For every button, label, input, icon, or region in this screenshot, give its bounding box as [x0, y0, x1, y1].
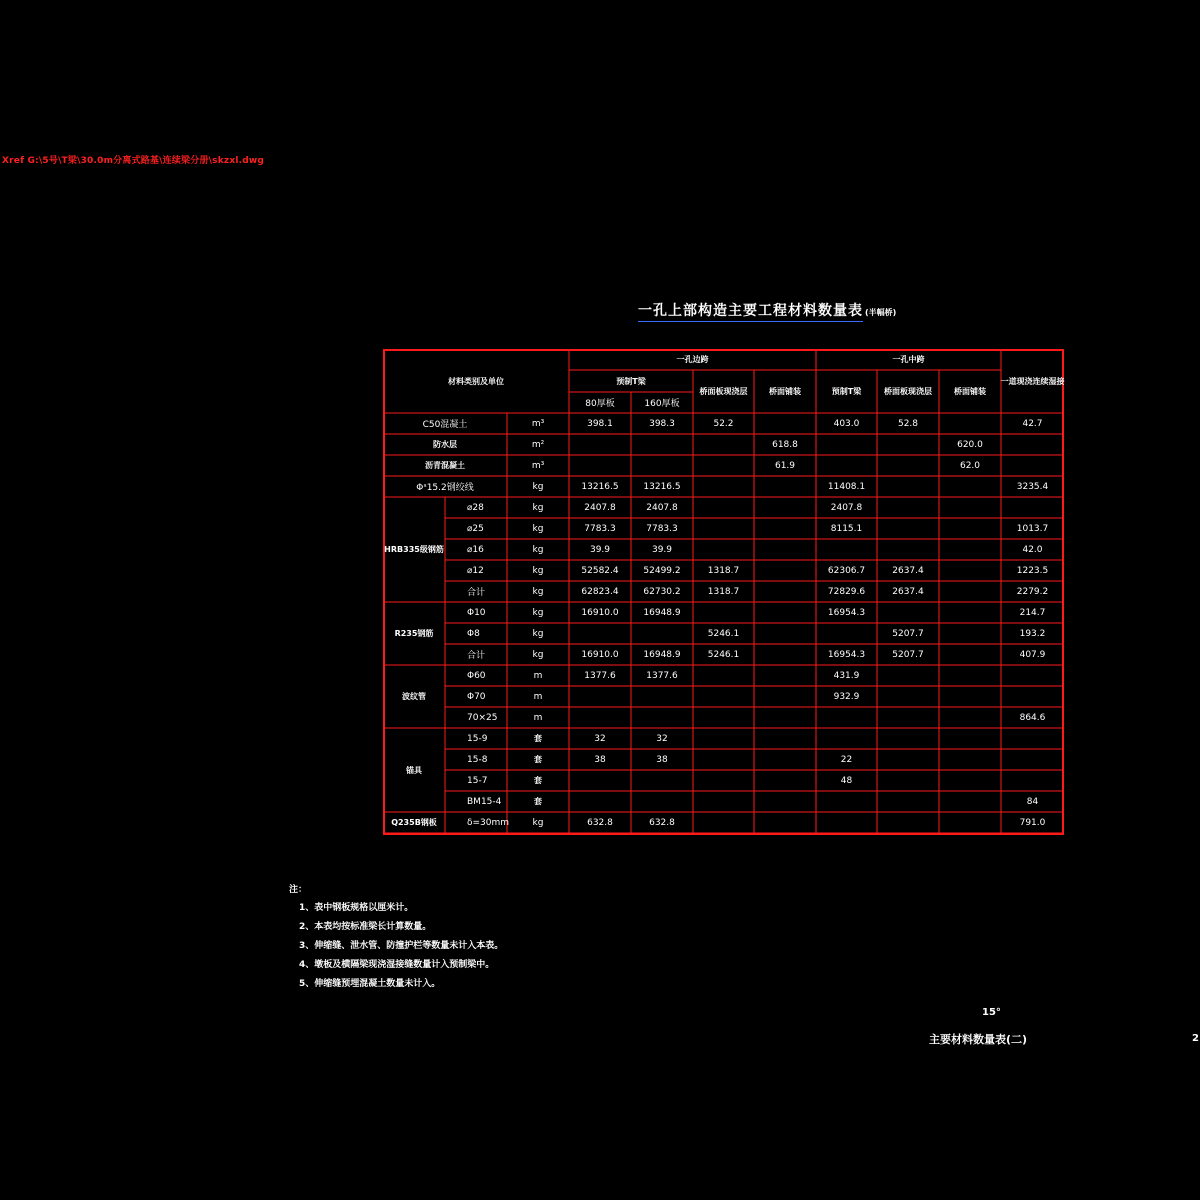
value-cell: 1318.7: [707, 565, 740, 576]
row-unit: m: [533, 670, 543, 681]
row-label: Φ10: [467, 607, 486, 618]
value-cell: 52.2: [713, 418, 734, 429]
value-cell: 22: [840, 754, 853, 765]
value-cell: 2407.8: [584, 502, 616, 513]
value-cell: 62306.7: [827, 565, 866, 576]
row-label: 合计: [467, 651, 486, 661]
xref-path: Xref G:\5号\T梁\30.0m分离式路基\连续梁分册\skzxl.dwg: [2, 156, 265, 166]
row-unit: m: [533, 712, 543, 723]
row-label: BM15-4: [467, 796, 502, 807]
value-cell: 13216.5: [643, 481, 681, 492]
row-label: 15-8: [467, 754, 488, 765]
row-group-label: R235钢筋: [394, 629, 434, 638]
table-title: 一孔上部构造主要工程材料数量表: [638, 300, 863, 322]
value-cell: 39.9: [651, 544, 673, 555]
header-continuous-joint: 一道现浇连续湿接: [1000, 376, 1065, 386]
header-deck-paving-1: 桥面铺装: [769, 387, 801, 396]
row-unit: kg: [532, 649, 544, 660]
header-deck-paving-2: 桥面铺装: [954, 387, 986, 396]
value-cell: 3235.4: [1016, 481, 1049, 492]
row-unit: kg: [532, 502, 544, 513]
notes-section: [289, 882, 503, 995]
value-cell: 864.6: [1019, 712, 1046, 723]
page-number: 2: [1192, 1033, 1199, 1044]
row-unit: kg: [532, 523, 544, 534]
note-item: 4、墩板及横隔梁现浇湿接缝数量计入预制梁中。: [299, 960, 495, 970]
row-label: Φ60: [467, 670, 486, 681]
row-label: Φ70: [467, 691, 486, 702]
row-unit: kg: [532, 481, 544, 492]
row-unit: m²: [531, 439, 545, 450]
skew-angle: 15°: [982, 1007, 1001, 1018]
row-label: ⌀16: [467, 544, 484, 555]
value-cell: 632.8: [649, 817, 675, 828]
value-cell: 1013.7: [1016, 523, 1049, 534]
value-cell: 620.0: [957, 439, 983, 450]
header-160-slab: 160厚板: [644, 399, 680, 409]
value-cell: 62823.4: [581, 586, 619, 597]
value-cell: 7783.3: [646, 523, 678, 534]
note-item: 2、本表均按标准梁长计算数量。: [299, 922, 432, 932]
row-label: 70×25: [467, 712, 498, 723]
row-label: 合计: [467, 588, 486, 598]
header-group-side-span: 一孔边跨: [676, 355, 709, 364]
value-cell: 2407.8: [646, 502, 678, 513]
value-cell: 5207.7: [892, 649, 924, 660]
value-cell: 398.3: [649, 418, 675, 429]
value-cell: 16954.3: [827, 649, 866, 660]
value-cell: 48: [840, 775, 853, 786]
row-label: ⌀28: [467, 502, 484, 513]
value-cell: 84: [1026, 796, 1039, 807]
row-group-label: 波纹管: [402, 692, 426, 701]
value-cell: 16948.9: [643, 649, 681, 660]
row-unit: 套: [534, 755, 542, 764]
value-cell: 72829.6: [827, 586, 866, 597]
header-80-slab: 80厚板: [585, 399, 615, 409]
sheet-title: 主要材料数量表(二): [929, 1033, 1028, 1046]
value-cell: 1223.5: [1016, 565, 1049, 576]
row-label: 15-7: [467, 775, 488, 786]
value-cell: 2637.4: [892, 586, 924, 597]
note-item: 5、伸缩缝预埋混凝土数量未计入。: [299, 979, 441, 989]
value-cell: 2407.8: [830, 502, 863, 513]
header-precast-t-beam-2: 预制T梁: [831, 387, 862, 396]
row-unit: m: [533, 691, 543, 702]
value-cell: 52499.2: [643, 565, 681, 576]
value-cell: 32: [594, 733, 606, 744]
row-unit: kg: [532, 628, 544, 639]
material-quantity-table: [383, 349, 1064, 835]
row-label: 15-9: [467, 733, 488, 744]
value-cell: 2279.2: [1016, 586, 1049, 597]
value-cell: 431.9: [833, 670, 860, 681]
value-cell: 38: [656, 754, 668, 765]
row-group-label: 锚具: [406, 765, 422, 775]
row-label: ⌀25: [467, 523, 484, 534]
notes-heading: 注：: [289, 885, 308, 895]
row-label: ⌀12: [467, 565, 484, 576]
row-unit: m³: [531, 418, 545, 429]
value-cell: 618.8: [772, 439, 798, 450]
row-label: Φˢ15.2钢绞线: [416, 483, 474, 493]
value-cell: 16910.0: [581, 649, 619, 660]
value-cell: 62730.2: [643, 586, 681, 597]
row-unit: kg: [532, 586, 544, 597]
note-item: 1、表中钢板规格以厘米计。: [299, 903, 414, 913]
value-cell: 62.0: [959, 460, 981, 471]
row-unit: kg: [532, 607, 544, 618]
row-unit: 套: [534, 776, 542, 785]
value-cell: 16954.3: [827, 607, 866, 618]
value-cell: 1377.6: [646, 670, 678, 681]
row-unit: kg: [532, 544, 544, 555]
value-cell: 1318.7: [707, 586, 740, 597]
row-label: 沥青混凝土: [425, 461, 465, 470]
value-cell: 39.9: [589, 544, 611, 555]
value-cell: 403.0: [833, 418, 860, 429]
row-unit: 套: [534, 734, 542, 743]
value-cell: 5246.1: [707, 628, 740, 639]
row-label: 防水层: [433, 440, 457, 449]
value-cell: 42.7: [1022, 418, 1043, 429]
value-cell: 16948.9: [643, 607, 681, 618]
note-item: 3、伸缩缝、泄水管、防撞护栏等数量未计入本表。: [299, 941, 504, 951]
value-cell: 16910.0: [581, 607, 619, 618]
row-unit: 套: [534, 797, 542, 806]
value-cell: 5246.1: [707, 649, 740, 660]
value-cell: 11408.1: [827, 481, 866, 492]
header-precast-t-beam: 预制T梁: [616, 376, 646, 386]
value-cell: 214.7: [1019, 607, 1046, 618]
header-group-mid-span: 一孔中跨: [892, 355, 925, 364]
value-cell: 1377.6: [584, 670, 616, 681]
value-cell: 407.9: [1019, 649, 1046, 660]
value-cell: 42.0: [1022, 544, 1043, 555]
value-cell: 61.9: [774, 460, 796, 471]
value-cell: 7783.3: [584, 523, 616, 534]
header-deck-cast-layer-2: 桥面板现浇层: [884, 387, 932, 396]
row-unit: kg: [532, 565, 544, 576]
value-cell: 32: [656, 733, 668, 744]
table-title-block: [638, 300, 896, 322]
row-label: C50混凝土: [422, 420, 468, 430]
value-cell: 932.9: [833, 691, 860, 702]
value-cell: 2637.4: [892, 565, 924, 576]
row-label: δ=30mm: [467, 817, 510, 828]
row-group-label: HRB335级钢筋: [384, 545, 444, 554]
value-cell: 791.0: [1019, 817, 1046, 828]
value-cell: 13216.5: [581, 481, 619, 492]
header-deck-cast-layer-1: 桥面板现浇层: [699, 387, 748, 396]
value-cell: 398.1: [587, 418, 613, 429]
header-material-category: 材料类别及单位: [448, 376, 504, 386]
value-cell: 38: [594, 754, 606, 765]
table-subtitle: (半幅桥): [865, 308, 897, 317]
value-cell: 52.8: [897, 418, 919, 429]
row-unit: kg: [532, 817, 544, 828]
row-label: Φ8: [467, 628, 480, 639]
row-group-label: Q235B钢板: [391, 818, 437, 827]
value-cell: 193.2: [1019, 628, 1046, 639]
value-cell: 8115.1: [830, 523, 863, 534]
value-cell: 5207.7: [892, 628, 924, 639]
row-unit: m³: [531, 460, 545, 471]
value-cell: 52582.4: [581, 565, 619, 576]
value-cell: 632.8: [587, 817, 613, 828]
